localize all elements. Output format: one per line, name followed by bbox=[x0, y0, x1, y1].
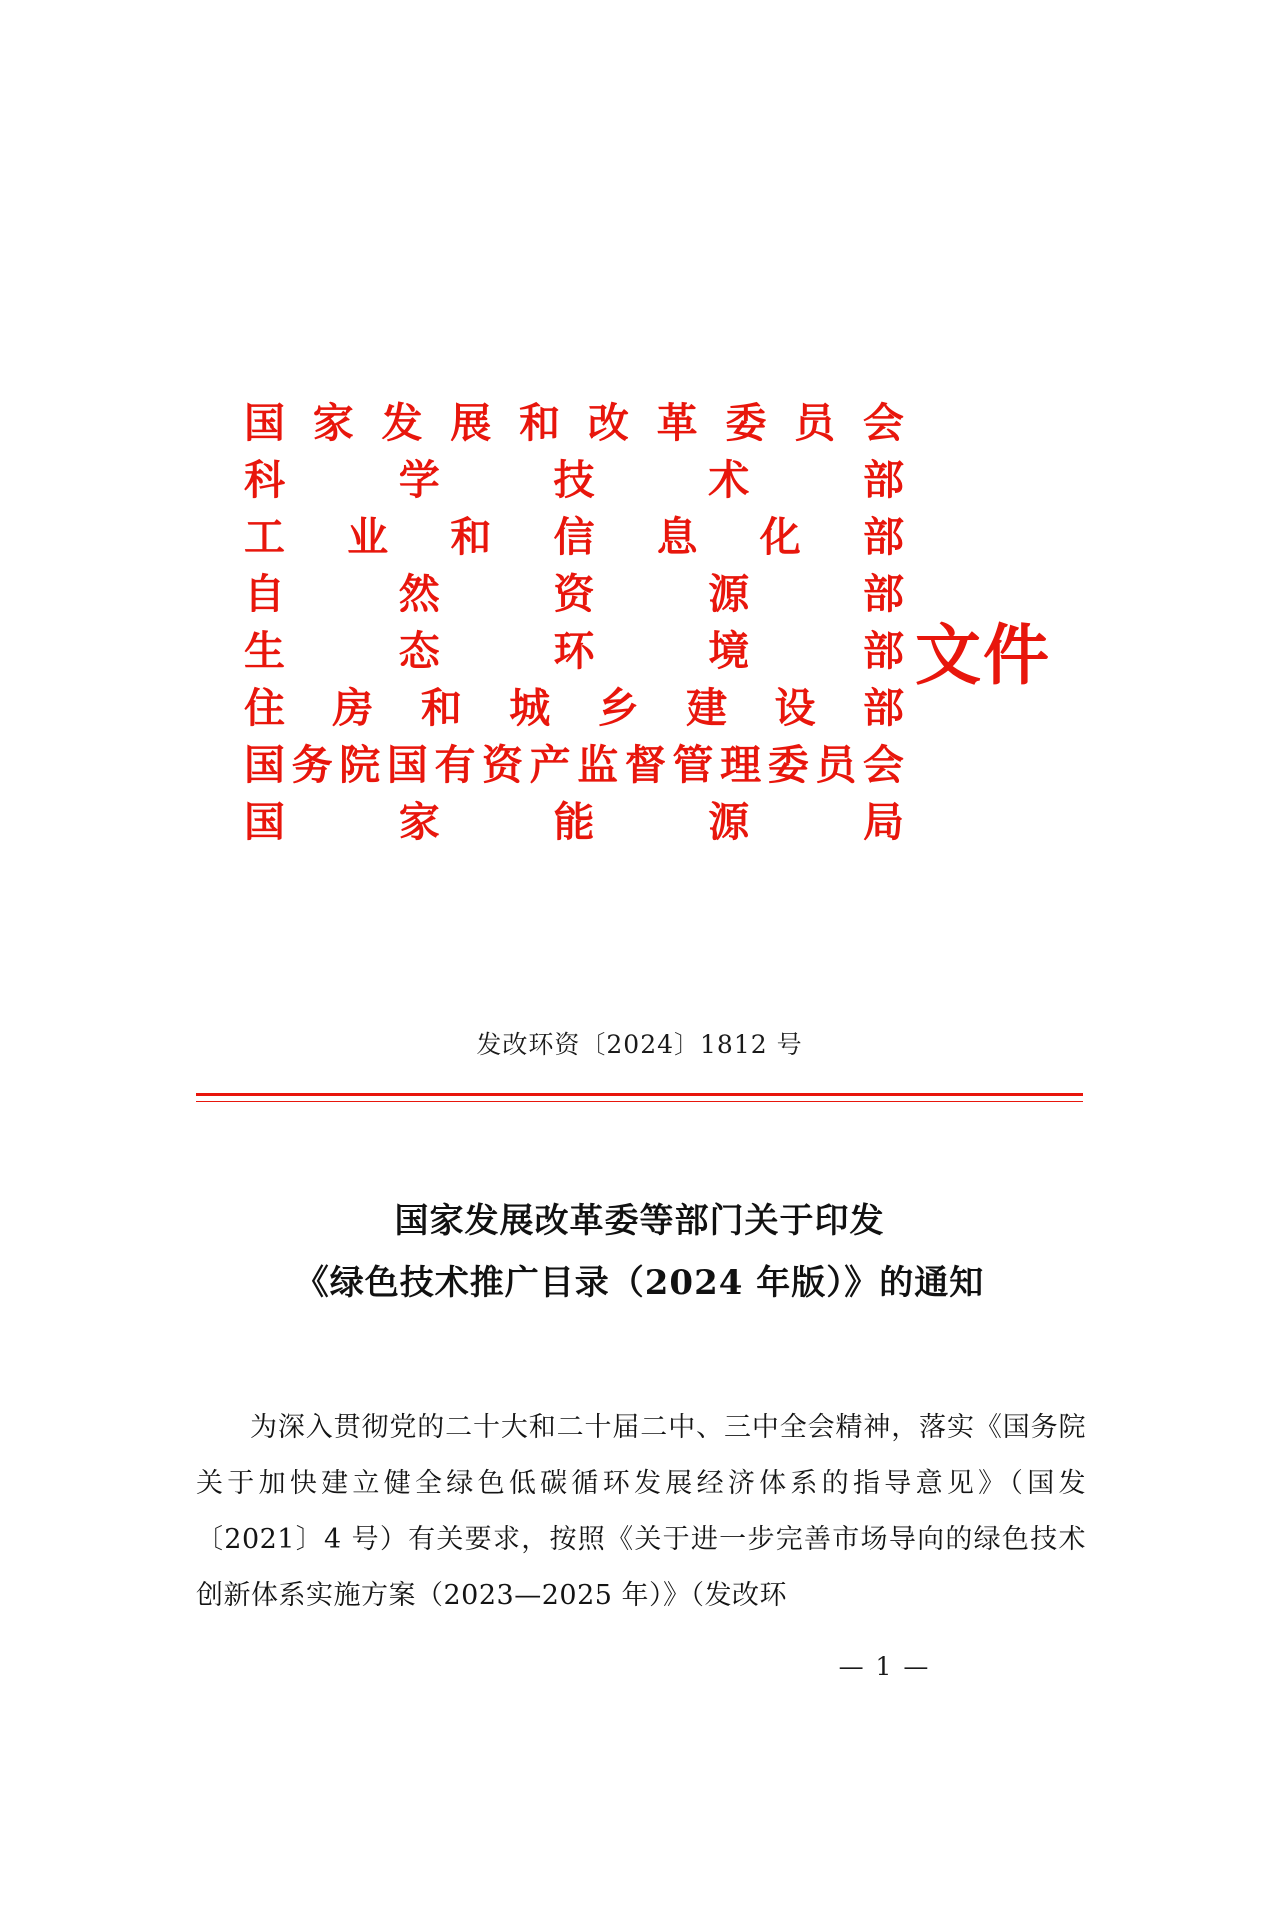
agency-line-5 bbox=[244, 623, 904, 680]
agency-line-2 bbox=[244, 452, 904, 509]
agency-char: 务 bbox=[291, 741, 333, 789]
agency-line-1 bbox=[244, 395, 904, 452]
agency-char: 源 bbox=[708, 570, 750, 618]
agency-char: 自 bbox=[244, 570, 285, 618]
agency-name-block bbox=[0, 395, 1279, 851]
agency-char: 国 bbox=[244, 798, 285, 846]
agency-char: 部 bbox=[862, 513, 904, 561]
agency-char: 化 bbox=[759, 513, 801, 561]
letterhead bbox=[0, 395, 1279, 851]
document-word-wenjian: 文件 bbox=[915, 616, 1051, 694]
agency-char: 态 bbox=[398, 627, 440, 675]
document-number: 发改环资〔2024〕1812 号 bbox=[476, 1030, 803, 1059]
agency-char: 信 bbox=[553, 513, 595, 561]
agency-char: 工 bbox=[244, 513, 285, 561]
agency-char: 会 bbox=[862, 741, 904, 789]
agency-char: 城 bbox=[509, 684, 551, 732]
agency-char: 展 bbox=[450, 399, 492, 447]
agency-char: 院 bbox=[339, 741, 381, 789]
agency-char: 境 bbox=[708, 627, 750, 675]
agency-char: 生 bbox=[244, 627, 285, 675]
agency-char: 和 bbox=[450, 513, 492, 561]
agency-char: 学 bbox=[398, 456, 440, 504]
agency-char: 资 bbox=[553, 570, 595, 618]
page-number-footer: — 1 — bbox=[838, 1652, 931, 1681]
agency-char: 局 bbox=[863, 798, 904, 846]
agency-char: 国 bbox=[386, 741, 428, 789]
agency-line-8 bbox=[244, 794, 904, 851]
agency-char: 会 bbox=[862, 399, 904, 447]
agency-char: 环 bbox=[553, 627, 595, 675]
agency-char: 部 bbox=[863, 456, 904, 504]
agency-char: 部 bbox=[863, 570, 904, 618]
agency-char: 管 bbox=[672, 741, 714, 789]
agency-char: 房 bbox=[332, 684, 374, 732]
agency-char: 业 bbox=[347, 513, 389, 561]
agency-char: 设 bbox=[774, 684, 816, 732]
agency-char: 家 bbox=[398, 798, 440, 846]
body-paragraph-1: 为深入贯彻党的二十大和二十届二中、三中全会精神，落实《国务院关于加快建立健全绿色低碳循环发展经济体系的指导意见》（国发〔2021〕4 号）有关要求，按照《关于进一步完善市场导向的绿色技术创新体系实施方案（2023—2025 年）》（发改环 bbox=[196, 1412, 1086, 1611]
agency-char: 建 bbox=[686, 684, 728, 732]
agency-char: 产 bbox=[529, 741, 571, 789]
agency-line-6 bbox=[244, 680, 904, 737]
agency-line-4 bbox=[244, 566, 904, 623]
agency-char: 技 bbox=[553, 456, 595, 504]
agency-line-3 bbox=[244, 509, 904, 566]
agency-char: 发 bbox=[381, 399, 423, 447]
title-line-2: 《绿色技术推广目录（2024 年版）》的通知 bbox=[294, 1263, 985, 1303]
agency-char: 监 bbox=[577, 741, 619, 789]
agency-char: 有 bbox=[434, 741, 476, 789]
agency-char: 息 bbox=[656, 513, 698, 561]
agency-char: 国 bbox=[244, 399, 285, 447]
agency-char: 资 bbox=[482, 741, 524, 789]
agency-char: 乡 bbox=[597, 684, 639, 732]
agency-char: 住 bbox=[244, 684, 285, 732]
agency-char: 督 bbox=[624, 741, 666, 789]
agency-char: 源 bbox=[708, 798, 750, 846]
agency-char: 委 bbox=[725, 399, 767, 447]
agency-char: 委 bbox=[767, 741, 809, 789]
agency-char: 部 bbox=[862, 684, 904, 732]
agency-char: 和 bbox=[519, 399, 561, 447]
red-separator-rule-thin bbox=[196, 1101, 1083, 1102]
red-separator-rule bbox=[196, 1093, 1083, 1096]
agency-char: 员 bbox=[815, 741, 857, 789]
agency-char: 科 bbox=[244, 456, 285, 504]
document-body bbox=[196, 1400, 1086, 1624]
agency-line-7 bbox=[244, 737, 904, 794]
agency-char: 然 bbox=[398, 570, 440, 618]
agency-char: 家 bbox=[312, 399, 354, 447]
agency-char: 国 bbox=[244, 741, 285, 789]
agency-char: 改 bbox=[587, 399, 629, 447]
agency-char: 理 bbox=[720, 741, 762, 789]
agency-char: 部 bbox=[863, 627, 904, 675]
agency-char: 革 bbox=[656, 399, 698, 447]
page-title bbox=[0, 1190, 1279, 1314]
title-line-1: 国家发展改革委等部门关于印发 bbox=[394, 1201, 885, 1241]
agency-char: 术 bbox=[708, 456, 750, 504]
agency-char: 能 bbox=[553, 798, 595, 846]
agency-char: 员 bbox=[794, 399, 836, 447]
agency-char: 和 bbox=[420, 684, 462, 732]
